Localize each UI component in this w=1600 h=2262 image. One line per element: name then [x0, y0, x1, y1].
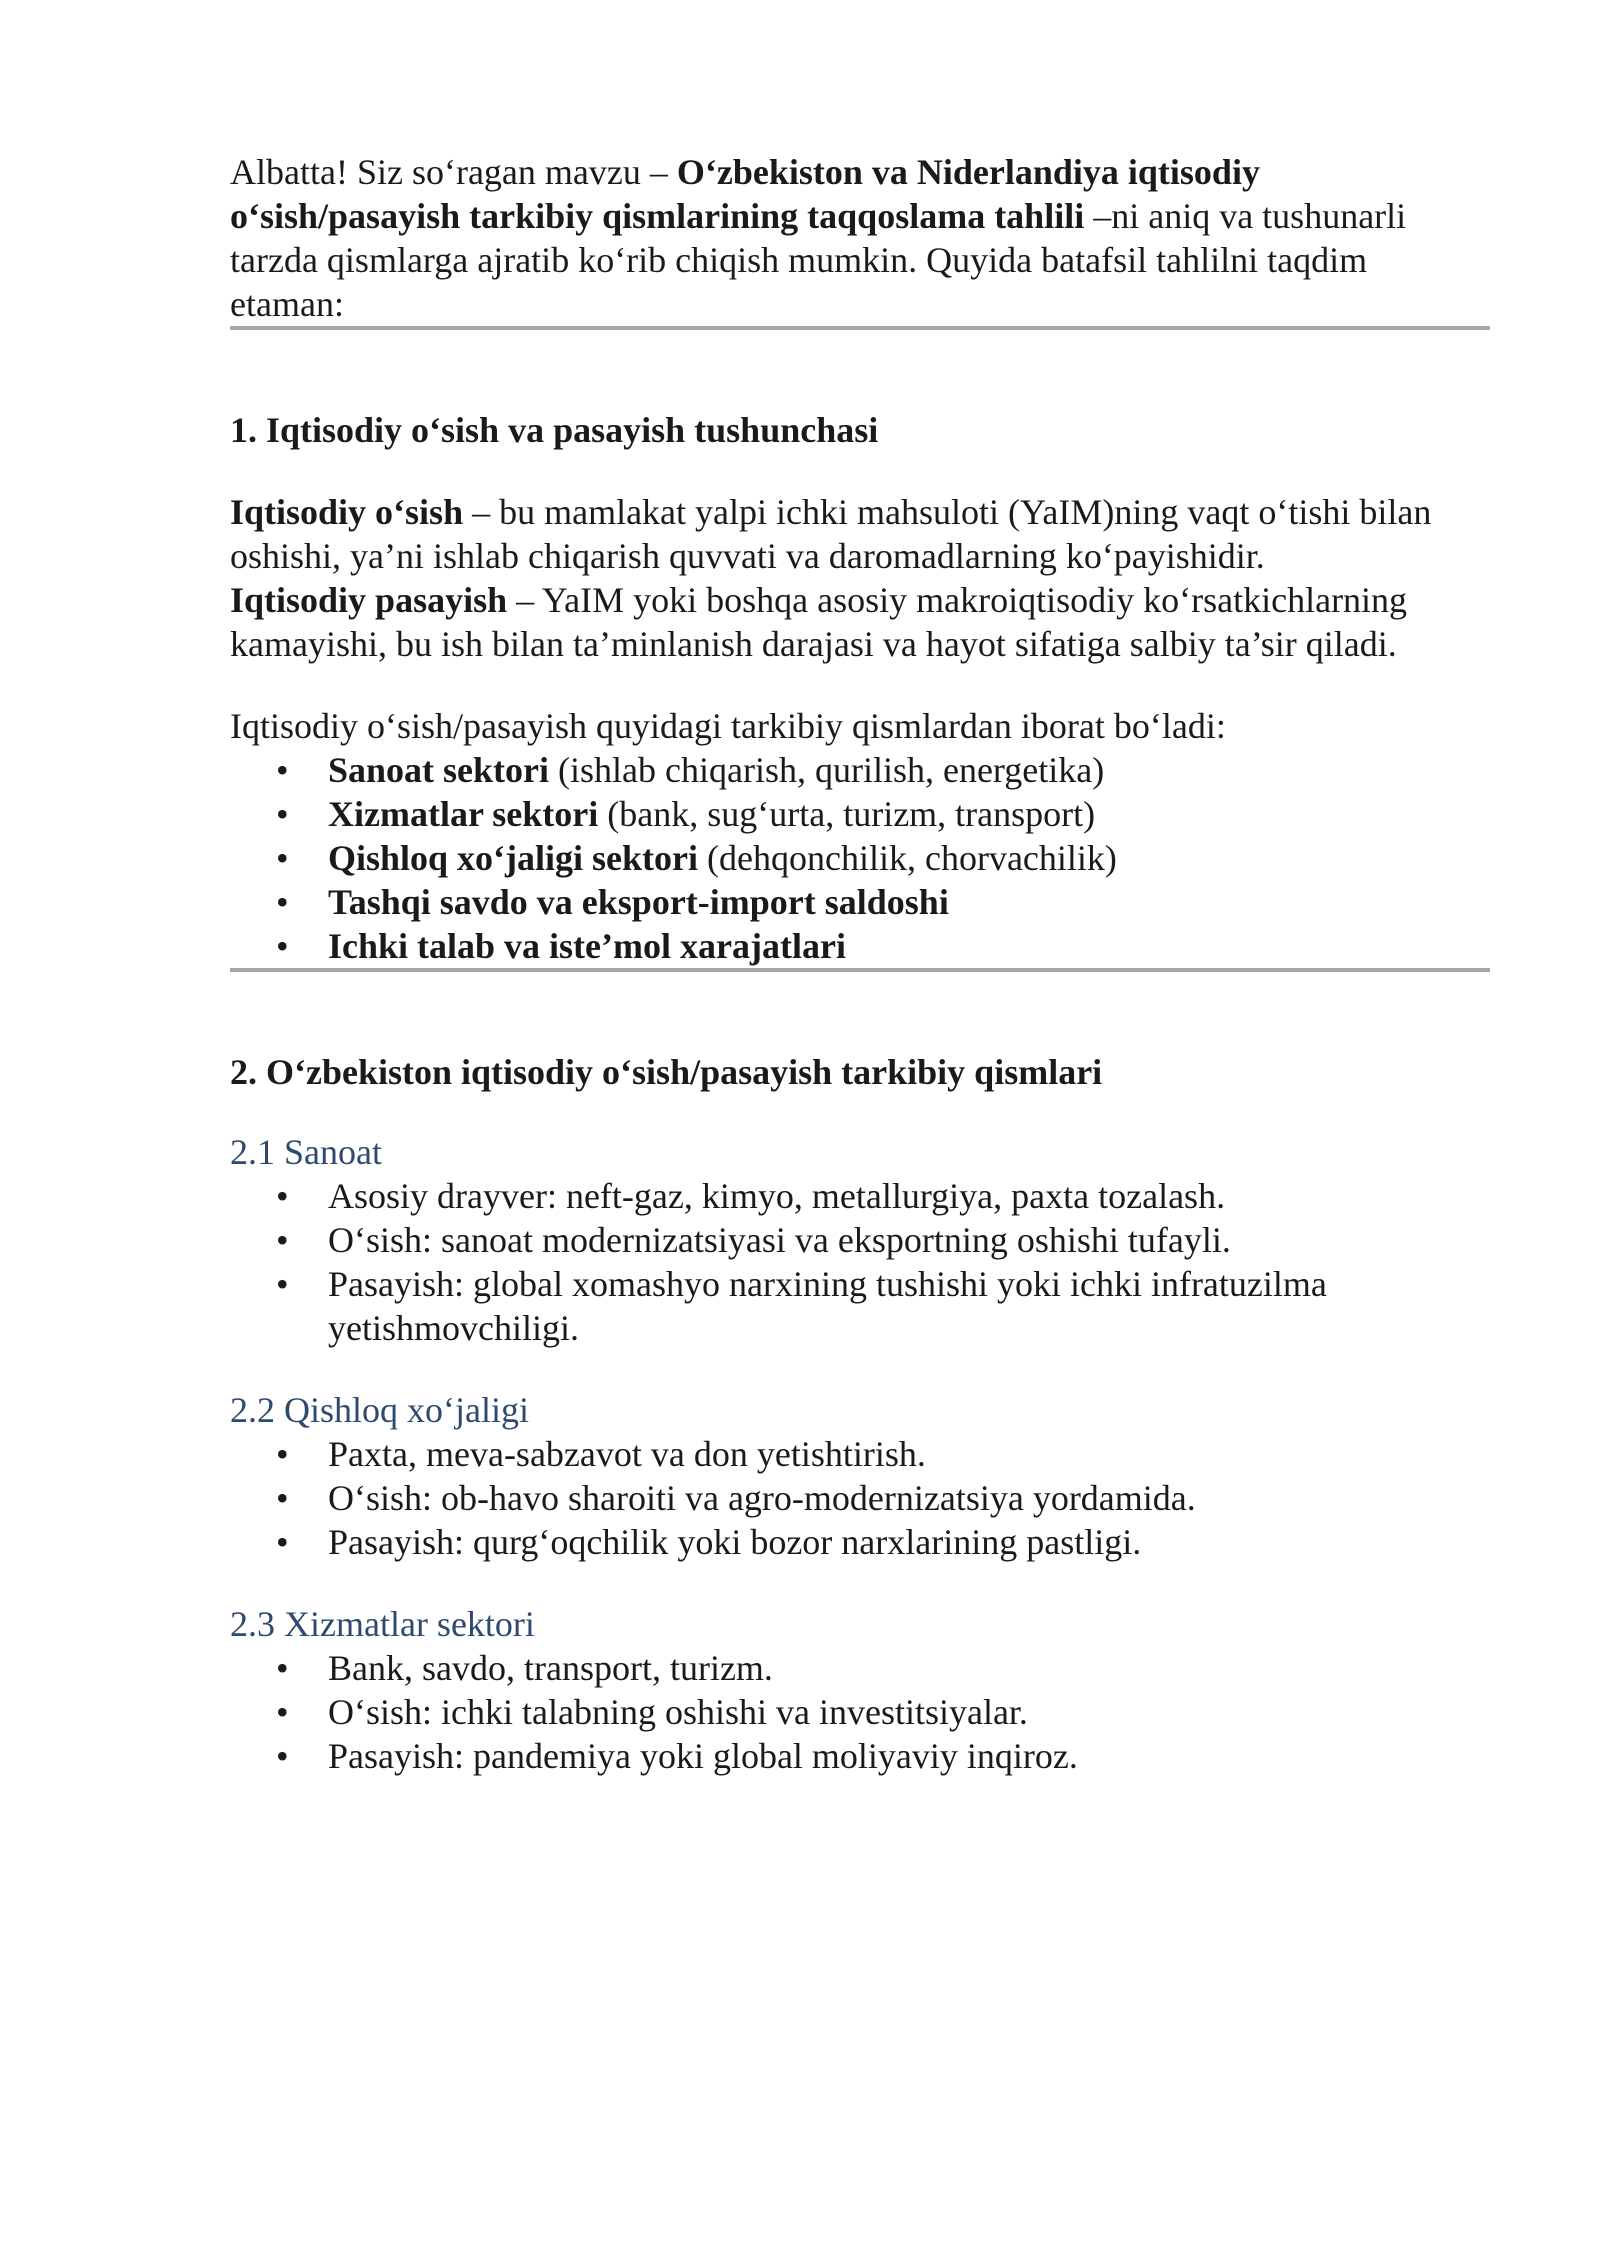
list-item-rest: (bank, sug‘urta, turizm, transport) [598, 794, 1096, 834]
divider-rule [230, 326, 1490, 330]
list-item-bold: Xizmatlar sektori [328, 794, 599, 834]
list-item [230, 924, 1490, 968]
list-item: • Asosiy drayver: neft-gaz, kimyo, metallurgiya, paxta tozalash. [230, 1174, 1490, 1218]
decline-term: Iqtisodiy pasayish [230, 580, 508, 620]
definition-paragraph [230, 490, 1490, 666]
subsection-heading-xizmatlar: 2.3 Xizmatlar sektori [230, 1604, 535, 1644]
divider-rule [230, 968, 1490, 972]
list-item [230, 792, 1490, 836]
section-1-heading: 1. Iqtisodiy o‘sish va pasayish tushunchasi [230, 410, 879, 450]
decline-definition: – YaIM yoki boshqa asosiy makroiqtisodiy ko‘rsatkichlarning kamayishi, bu ish bilan ta’minlanish darajasi va hayot sifatiga salbiy ta’sir qiladi. [230, 580, 1408, 664]
list-item-rest: (ishlab chiqarish, qurilish, energetika) [549, 750, 1105, 790]
list-item: • Pasayish: global xomashyo narxining tushishi yoki ichki infratuzilma yetishmovchiligi. [230, 1262, 1490, 1350]
document-page [230, 150, 1490, 1778]
section-2-heading: 2. O‘zbekiston iqtisodiy o‘sish/pasayish tarkibiy qismlari [230, 1052, 1103, 1092]
list-item-rest: (dehqonchilik, chorvachilik) [698, 838, 1117, 878]
list-item: • O‘sish: ob-havo sharoiti va agro-modernizatsiya yordamida. [230, 1476, 1490, 1520]
list-item: • Pasayish: qurg‘oqchilik yoki bozor narxlarining pastligi. [230, 1520, 1490, 1564]
list-item-bold: Tashqi savdo va eksport-import saldoshi [328, 882, 949, 922]
intro-paragraph [230, 150, 1490, 326]
list-item: • Bank, savdo, transport, turizm. [230, 1646, 1490, 1690]
xizmatlar-list [230, 1646, 1490, 1778]
intro-topic: O‘zbekiston va Niderlandiya iqtisodiy o‘sish/pasayish tarkibiy qismlarining taqqoslama tahlili [230, 152, 1260, 236]
growth-definition: – bu mamlakat yalpi ichki mahsuloti (YaIM)ning vaqt o‘tishi bilan oshishi, ya’ni ishlab chiqarish quvvati va daromadlarning ko‘payishidir. [230, 492, 1432, 576]
growth-term: Iqtisodiy o‘sish [230, 492, 464, 532]
subsection-heading-sanoat: 2.1 Sanoat [230, 1132, 382, 1172]
components-list [230, 748, 1490, 968]
list-item [230, 748, 1490, 792]
list-item: • O‘sish: sanoat modernizatsiyasi va eksportning oshishi tufayli. [230, 1218, 1490, 1262]
list-item: • Pasayish: pandemiya yoki global moliyaviy inqiroz. [230, 1734, 1490, 1778]
intro-tail: –ni aniq va tushunarli tarzda qismlarga ajratib ko‘rib chiqish mumkin. Quyida batafsil tahlilni taqdim etaman: [230, 196, 1407, 324]
sanoat-list [230, 1174, 1490, 1350]
list-item: • Paxta, meva-sabzavot va don yetishtirish. [230, 1432, 1490, 1476]
intro-lead: Albatta! Siz so‘ragan mavzu – [230, 152, 677, 192]
list-item-bold: Ichki talab va iste’mol xarajatlari [328, 926, 846, 966]
list-item-bold: Sanoat sektori [328, 750, 550, 790]
list-item-bold: Qishloq xo‘jaligi sektori [328, 838, 699, 878]
list-item [230, 880, 1490, 924]
list-item [230, 836, 1490, 880]
components-intro: Iqtisodiy o‘sish/pasayish quyidagi tarkibiy qismlardan iborat bo‘ladi: [230, 706, 1226, 746]
list-item: • O‘sish: ichki talabning oshishi va investitsiyalar. [230, 1690, 1490, 1734]
subsection-heading-qishloq: 2.2 Qishloq xo‘jaligi [230, 1390, 529, 1430]
qishloq-list [230, 1432, 1490, 1564]
